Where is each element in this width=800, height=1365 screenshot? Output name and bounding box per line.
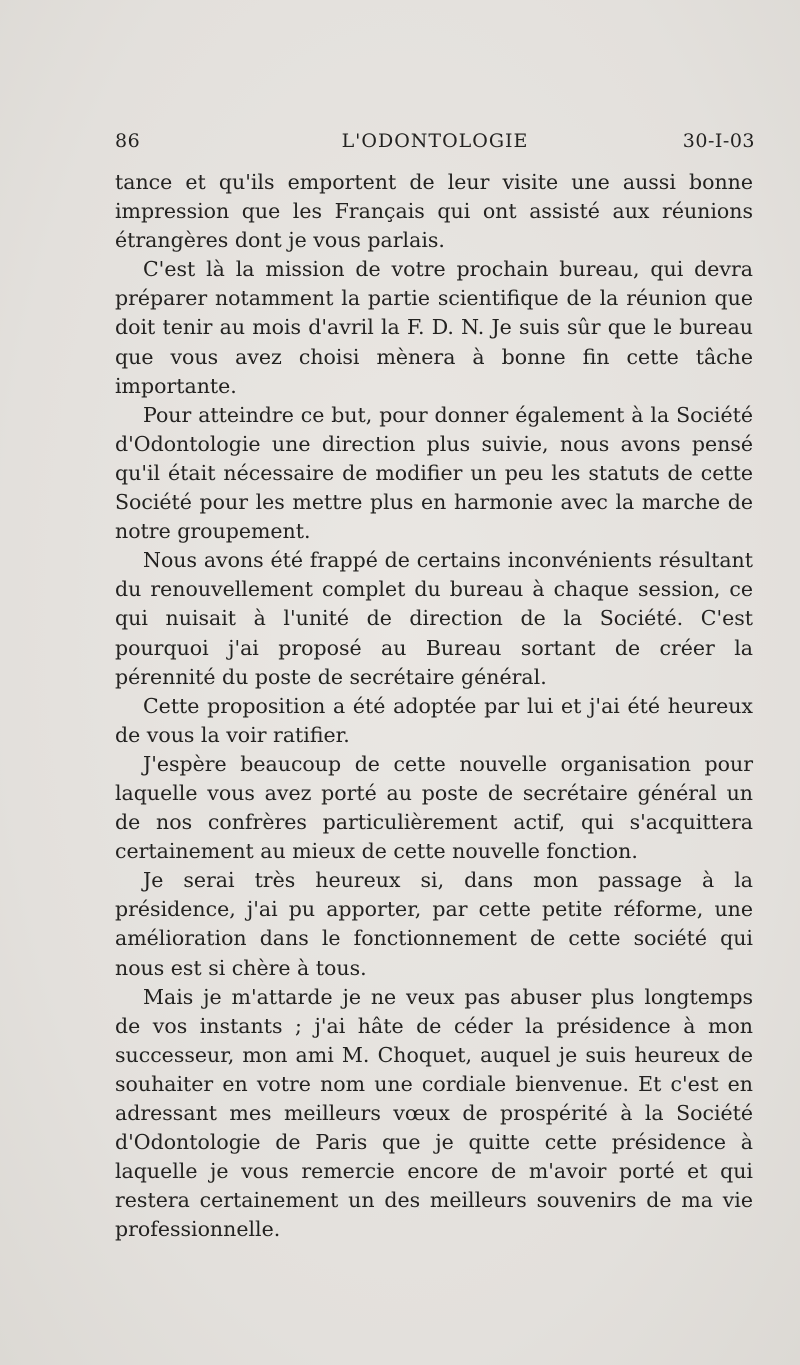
paragraph-continuation: tance et qu'ils emportent de leur visite une aussi bonne impression que les Français qui ont assisté aux réunions étrangères dont je vous parlais. bbox=[115, 170, 753, 253]
paragraph: Pour atteindre ce but, pour donner également à la Société d'Odontologie une direction plus suivie, nous avons pensé qu'il était nécessaire de modifier un peu les statuts de cette Société pour les mettre plus en harmonie avec la marche de notre groupement. bbox=[115, 402, 753, 544]
paragraph: Nous avons été frappé de certains inconvénients résultant du renouvellement complet du bureau à chaque session, ce qui nuisait à l'unité de direction de la Société. C'est pourquoi j'ai proposé au Bureau sortant de créer la pérennité du poste de secrétaire général. bbox=[115, 548, 753, 689]
body-text bbox=[115, 168, 753, 1244]
paragraph: J'espère beaucoup de cette nouvelle organisation pour laquelle vous avez porté au poste de secrétaire général un de nos confrères particulièrement actif, qui s'acquittera certainement au mieux de cette nouvelle fonction. bbox=[115, 751, 753, 864]
issue-date: 30-I-03 bbox=[682, 130, 755, 152]
journal-title: L'ODONTOLOGIE bbox=[341, 130, 529, 152]
paragraph: Cette proposition a été adoptée par lui et j'ai été heureux de vous la voir ratifier. bbox=[115, 693, 753, 747]
running-head bbox=[115, 130, 755, 160]
page-number: 86 bbox=[115, 130, 141, 152]
paragraph: C'est là la mission de votre prochain bureau, qui devra préparer notamment la partie scientifique de la réunion que doit tenir au mois d'avril la F. D. N. Je suis sûr que le bureau que vous avez choisi mènera à bonne fin cette tâche importante. bbox=[115, 257, 753, 398]
paragraph: Mais je m'attarde je ne veux pas abuser plus longtemps de vos instants ; j'ai hâte de céder la présidence à mon successeur, mon ami M. Choquet, auquel je suis heureux de souhaiter en votre nom une cordiale bienvenue. Et c'est en adressant mes meilleurs vœux de prospérité à la Société d'Odontologie de Paris que je quitte cette présidence à laquelle je vous remercie encore de m'avoir porté et qui restera certainement un des meilleurs souvenirs de ma vie professionnelle. bbox=[115, 984, 753, 1242]
paragraph: Je serai très heureux si, dans mon passage à la présidence, j'ai pu apporter, par cette petite réforme, une amélioration dans le fonctionnement de cette société qui nous est si chère à tous. bbox=[115, 868, 753, 980]
